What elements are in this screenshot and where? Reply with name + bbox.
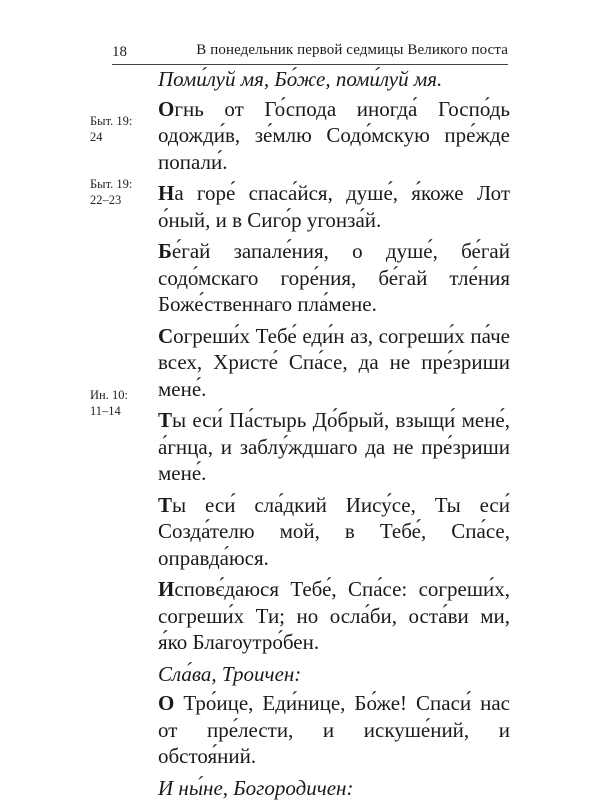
drop-initial: С [158,323,174,348]
troparion-text: гнь от Го́спода иногда́ Госпо́дь одожди́в, зе́млю Содо́мскую пре́жде попали́. [158,96,510,174]
troparion-1 [158,96,510,176]
drop-initial: Т [158,492,173,517]
troparion-4 [158,323,510,403]
troparion-text: Тро́ице, Еди́нице, Бо́же! Спаси́ нас от пре́лести, и искуше́ний, и обстоя́ний. [158,691,510,768]
margin-ref-line: 22–23 [90,193,122,207]
troparion-text: е́гай запале́ния, о душе́, бе́гай содо́мскаго горе́ния, бе́гай тле́ния Боже́ственнаго пла́мене. [158,239,510,316]
margin-ref-line: 24 [90,130,103,144]
troparion-trinity [158,690,510,770]
rubric-glory-trinity: Сла́ва, Троичен: [158,661,302,686]
margin-ref-gen-19-24 [90,113,148,145]
margin-ref-line: Ин. 10: [90,388,128,402]
troparion-5 [158,407,510,487]
troparion-2 [158,180,510,233]
margin-ref-line: Быт. 19: [90,177,133,191]
margin-ref-gen-19-22-23 [90,176,148,208]
troparion-6 [158,492,510,572]
margin-ref-line: Быт. 19: [90,114,133,128]
troparion-text: огреши́х Тебе́ еди́н аз, согреши́х па́че всех, Христе́ Спа́се, да не пре́зриши мене́. [158,323,510,401]
troparion-text: ы еси́ сла́дкий Иису́се, Ты еси́ Созда́телю мой, в Тебе́, Спа́се, оправда́юся. [158,492,510,570]
troparion-7 [158,576,510,656]
liturgical-text-body [158,62,510,804]
drop-initial: Т [158,408,173,432]
drop-initial: Б [158,239,172,263]
drop-initial: О [158,96,175,121]
margin-ref-line: 11–14 [90,404,121,418]
troparion-text: ы еси́ Па́стырь До́брый, взыщи́ мене́, а́гнца, и заблу́ждшаго да не пре́зриши мене́. [158,408,510,485]
troparion-3 [158,238,510,318]
troparion-text: а горе́ спаса́йся, душе́, я́коже Лот о́ный, и в Сиго́р угонза́й. [158,181,510,232]
margin-ref-jn-10-11-14 [90,387,148,419]
running-header-title: В понедельник первой седмицы Великого поста [196,42,508,58]
rubric-refrain: Поми́луй мя, Бо́же, поми́луй мя. [158,67,443,91]
drop-initial: О [158,691,175,715]
troparion-text: сповє́даюся Тебе́, Спа́се: согреши́х, согреши́х Ти; но осла́би, оста́ви ми, я́ко Благоутро́бен. [158,577,510,654]
rubric-now-theotokion: И ны́не, Богородичен: [158,775,354,800]
page-number: 18 [112,44,127,60]
drop-initial: И [158,577,175,601]
drop-initial: Н [158,181,175,205]
